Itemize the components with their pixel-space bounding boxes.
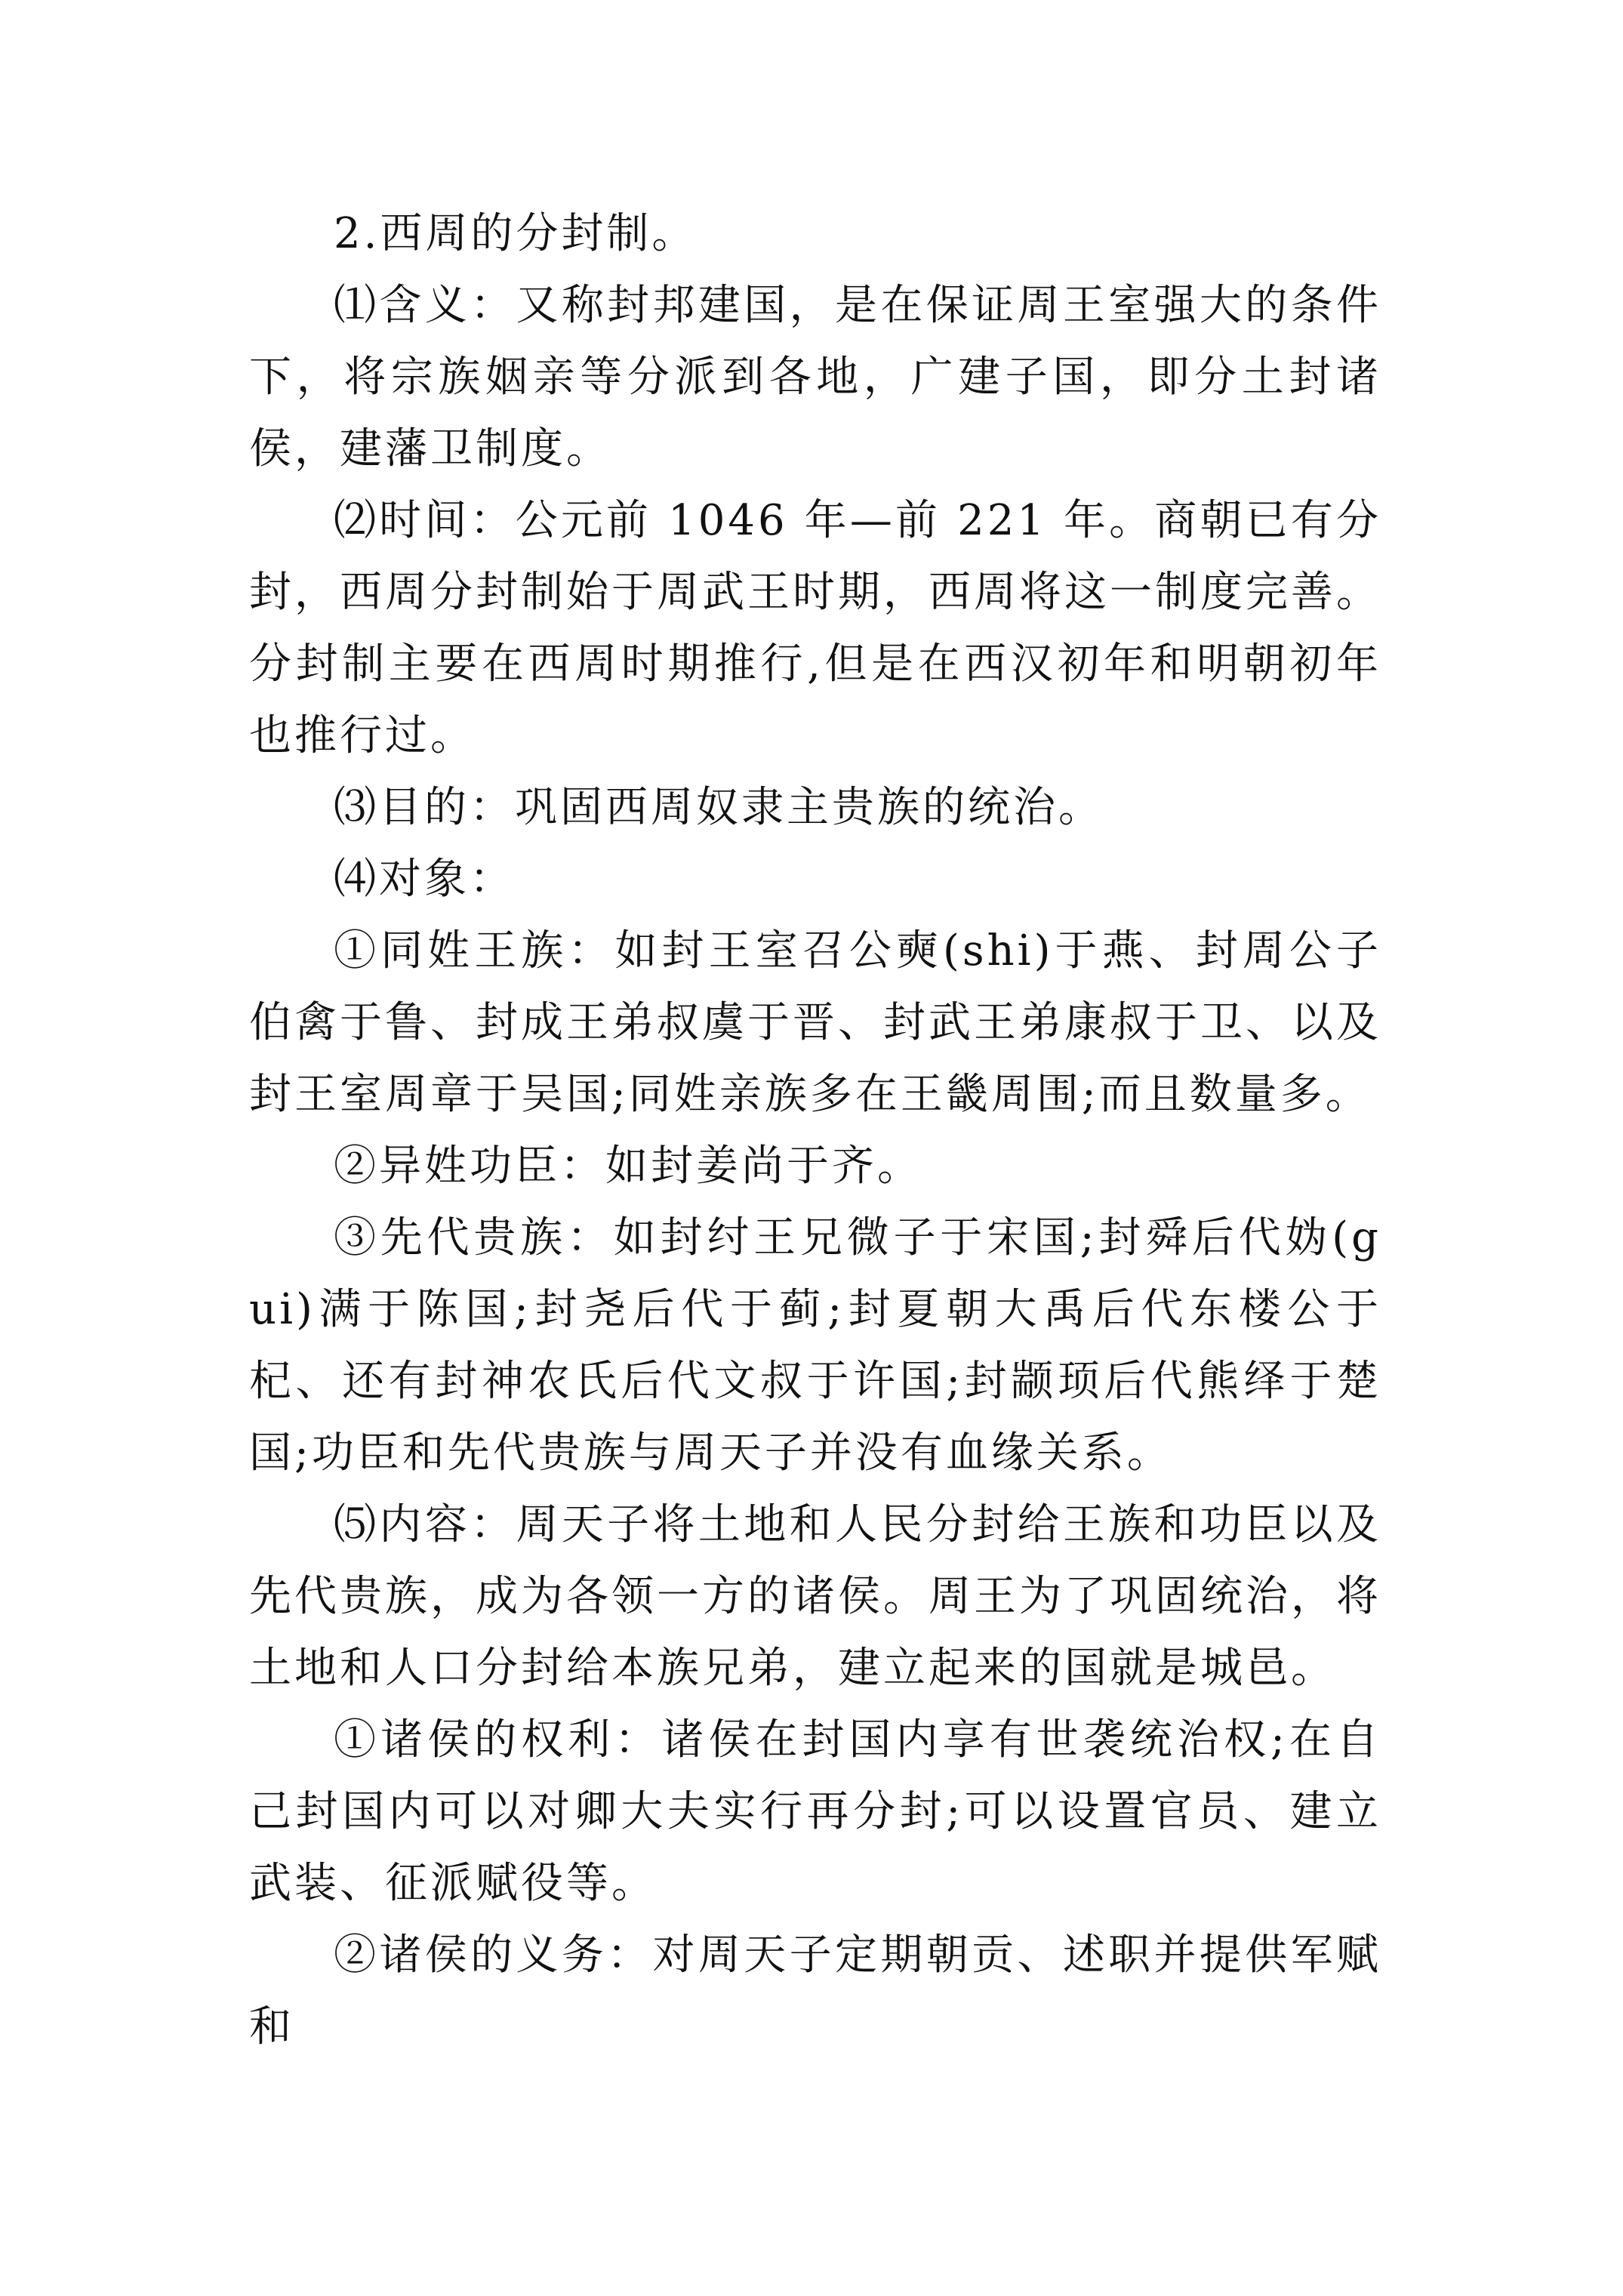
paragraph-objects-heading: ⑷对象： (334, 855, 515, 904)
paragraph-same-surname-royals: ①同姓王族：如封王室召公奭(shi)于燕、封周公子伯禽于鲁、封成王弟叔虞于晋、封武王弟康叔于卫、以及封王室周章于吴国;同姓亲族多在王畿周围;而且数量多。 (249, 926, 1381, 1119)
paragraph-rights: ①诸侯的权利：诸侯在封国内享有世袭统治权;在自己封国内可以对卿大夫实行再分封;可以设置官员、建立武装、征派赋役等。 (249, 1715, 1381, 1908)
paragraph-purpose: ⑶目的：巩固西周奴隶主贵族的统治。 (334, 783, 1104, 832)
document-body (249, 198, 1381, 2063)
paragraph-content: ⑸内容：周天子将土地和人民分封给王族和功臣以及先代贵族，成为各领一方的诸侯。周王为了巩固统治，将土地和人口分封给本族兄弟，建立起来的国就是城邑。 (249, 1500, 1381, 1693)
paragraph-duties: ②诸侯的义务：对周天子定期朝贡、述职并提供军赋和 (249, 1931, 1381, 2051)
paragraph-time: ⑵时间：公元前 1046 年—前 221 年。商朝已有分封，西周分封制始于周武王时期，西周将这一制度完善。分封制主要在西周时期推行,但是在西汉初年和明朝初年也推行过。 (249, 496, 1381, 760)
paragraph-other-surname-officials: ②异姓功臣：如封姜尚于齐。 (334, 1142, 922, 1191)
section-heading-fengjian: 2.西周的分封制。 (334, 209, 698, 258)
paragraph-ancient-nobles: ③先代贵族：如封纣王兄微子于宋国;封舜后代妫(gui)满于陈国;封尧后代于蓟;封夏朝大禹后代东楼公于杞、还有封神农氏后代文叔于许国;封颛顼后代熊绎于楚国;功臣和先代贵族与周天子并没有血缘关系。 (249, 1213, 1381, 1478)
paragraph-meaning: ⑴含义：又称封邦建国，是在保证周王室强大的条件下，将宗族姻亲等分派到各地，广建子国，即分土封诸侯，建藩卫制度。 (249, 281, 1381, 473)
